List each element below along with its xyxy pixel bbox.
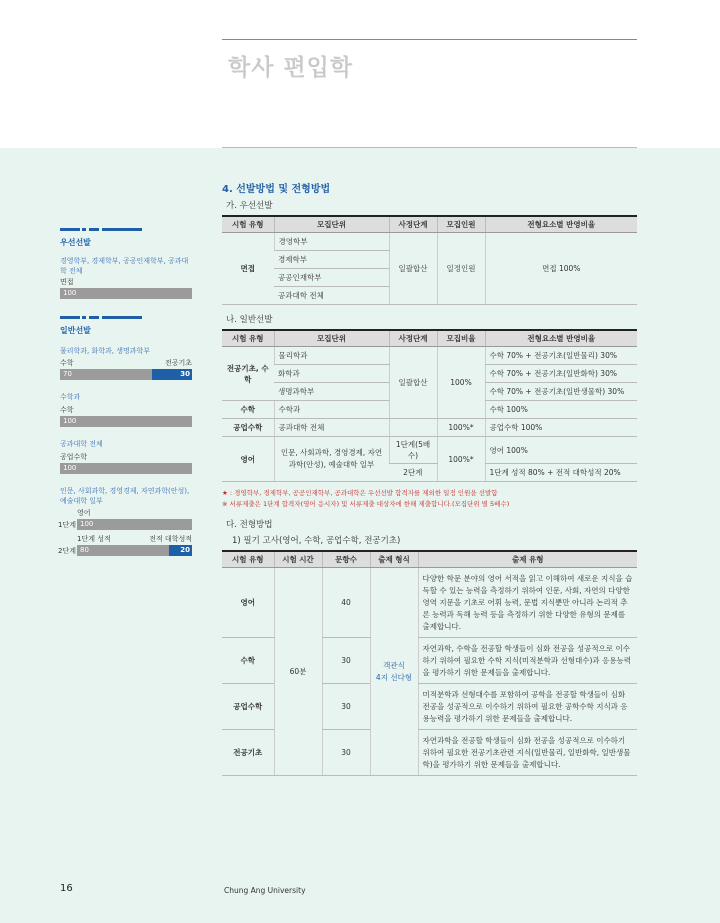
bar-value: 100 [63,464,77,472]
cell-type: 전공기초, 수학 [222,347,274,401]
col-header: 문항수 [322,551,370,568]
table-header [222,330,637,347]
col-header: 사정단계 [389,330,437,347]
footnote-star: ★ : 경영학부, 경제학부, 공공인재학부, 공과대학은 우선선발 합격자를 제외한 일정 인원을 선발함 [222,489,498,497]
table-header [222,216,637,233]
bar-value-left: 70 [63,370,72,378]
page-title: 학사 편입학 [228,55,354,81]
subheading-method: 다. 전형방법 [226,520,273,530]
cell-ratio: 면접 100% [485,233,637,305]
cell-unit: 공과대학 전체 [274,287,389,305]
cell-type: 영어 [222,437,274,482]
cell-ratio: 수학 70% + 전공기초(일반물리) 30% [485,347,637,365]
subheading-general: 나. 일반선발 [226,315,273,325]
bar-value: 100 [63,289,77,297]
section-heading: 4. 선발방법 및 전형방법 [222,184,331,195]
cell-pct: 100%* [437,419,485,437]
cell-count: 30 [322,730,370,776]
cell-desc: 다양한 학문 분야의 영어 서적을 읽고 이해하여 새로운 지식을 습득할 수 있는 능력을 측정하기 위하여 인문, 사회, 자연의 다양한 영역 지문을 기초로 어휘 능력, 문법 지식뿐만 아니라 논리적 추론 능력과 독해 능력 등을 측정하기 위한 다양한 유형의 문제를 출제합니다. [418,568,637,638]
cell-ratio: 영어 100% [485,437,637,464]
cell-stage: 1단계(5배수) [389,437,437,464]
sidebar-title: 일반선발 [60,326,91,335]
cell-format [370,568,418,776]
bar-label-left: 1단계 성적 [77,535,111,543]
unit-list: 수학과 [60,393,81,401]
footer-university: Chung Ang University [224,886,306,895]
cell-type: 면접 [222,233,274,305]
stage-label: 1단계 [58,521,76,529]
bar-label-right: 전공기초 [164,359,192,367]
cell-type: 전공기초 [222,730,274,776]
sidebar-priority [60,228,192,299]
stage-label: 2단계 [58,547,76,555]
col-header: 전형요소별 반영비율 [485,330,637,347]
bar-label: 면접 [60,278,74,286]
ratio-bar [60,416,192,427]
cell-stage: 일괄합산 [389,233,437,305]
footnote-docs: ※ 서류제출은 1단계 합격자(영어 응시자) 및 서류제출 대상자에 한해 제출합니다.(모집단위 별 5배수) [222,500,510,508]
col-header: 출제 유형 [418,551,637,568]
bar-label: 영어 [77,509,91,517]
top-rule [222,39,637,40]
bar-value: 100 [63,417,77,425]
section-stripe [60,228,192,231]
cell-unit: 경제학부 [274,251,389,269]
col-header: 시험 유형 [222,216,274,233]
cell-stage: 2단계 [389,464,437,482]
bar-labels [60,534,192,544]
general-table [222,329,637,482]
cell-unit: 물리학과 [274,347,389,365]
bar-label-right: 전적 대학성적 [149,535,192,543]
table-row [222,233,637,251]
bar-value-right: 20 [169,545,192,556]
bar-value-left: 80 [80,546,89,554]
unit-list: 물리학과, 화학과, 생명과학부 [60,347,151,355]
cell-stage [389,419,437,437]
table-header [222,551,637,568]
cell-type: 수학 [222,638,274,684]
col-header: 모집인원 [437,216,485,233]
unit-list: 경영학부, 경제학부, 공공인재학부, 공과대학 전체 [60,257,189,275]
bar-labels [60,358,192,368]
col-header: 모집비율 [437,330,485,347]
cell-count: 일정인원 [437,233,485,305]
subheading-written-exam: 1) 필기 고사(영어, 수학, 공업수학, 전공기초) [232,536,401,546]
col-header: 출제 형식 [370,551,418,568]
format-line: 4지 선다형 [375,672,413,682]
col-header: 사정단계 [389,216,437,233]
cell-unit: 화학과 [274,365,389,383]
bar-label-left: 수학 [60,359,74,367]
cell-pct: 100%* [437,437,485,482]
ratio-bar [60,369,192,380]
cell-unit: 생명과학부 [274,383,389,401]
cell-count: 30 [322,684,370,730]
stage2-row [60,545,192,556]
main-content [222,180,637,776]
col-header: 시험 유형 [222,551,274,568]
col-header: 전형요소별 반영비율 [485,216,637,233]
cell-type: 수학 [222,401,274,419]
cell-pct: 100% [437,347,485,419]
table-row [222,568,637,638]
bar-value-right: 30 [152,369,192,380]
ratio-bar [77,519,192,530]
cell-desc: 자연과학, 수학을 전공할 학생들이 심화 전공을 성공적으로 이수하기 위하여 필요한 수학 지식(미적분학과 선형대수)과 응용능력을 평가하기 위한 문제들을 출제합니다. [418,638,637,684]
cell-unit: 수학과 [274,401,389,419]
cell-ratio: 수학 70% + 전공기초(일반화학) 30% [485,365,637,383]
unit-list: 인문, 사회과학, 경영경제, 자연과학(안성), 예술대학 일부 [60,487,190,505]
table-row [222,437,637,464]
cell-unit: 인문, 사회과학, 경영경제, 자연과학(안성), 예술대학 일부 [274,437,389,482]
cell-ratio: 수학 70% + 전공기초(일반생물학) 30% [485,383,637,401]
table-row [222,419,637,437]
col-header: 시험 유형 [222,330,274,347]
col-header: 모집단위 [274,330,389,347]
stage1-row [60,519,192,530]
header-area [0,0,720,148]
sidebar-title: 우선선발 [60,238,91,247]
cell-type: 공업수학 [222,419,274,437]
cell-stage: 일괄합산 [389,347,437,419]
section-stripe [60,316,192,319]
ratio-bar [77,545,192,556]
bar-label: 공업수학 [60,453,88,461]
format-line: 객관식 [383,660,405,670]
cell-time: 60분 [274,568,322,776]
cell-count: 40 [322,568,370,638]
col-header: 모집단위 [274,216,389,233]
priority-table [222,215,637,305]
cell-type: 영어 [222,568,274,638]
page-number: 16 [60,883,73,894]
cell-ratio: 1단계 성적 80% + 전적 대학성적 20% [485,464,637,482]
table-row [222,347,637,365]
cell-ratio: 수학 100% [485,401,637,419]
cell-unit: 공공인재학부 [274,269,389,287]
cell-unit: 경영학부 [274,233,389,251]
subheading-priority: 가. 우선선발 [226,201,273,211]
ratio-bar [60,463,192,474]
col-header: 시험 시간 [274,551,322,568]
exam-table [222,550,637,776]
ratio-bar [60,288,192,299]
cell-unit: 공과대학 전체 [274,419,389,437]
cell-ratio: 공업수학 100% [485,419,637,437]
cell-type: 공업수학 [222,684,274,730]
sidebar-general [60,316,192,556]
cell-count: 30 [322,638,370,684]
bar-label: 수학 [60,406,74,414]
bar-value: 100 [80,520,94,528]
cell-desc: 자연과학을 전공할 학생들이 심화 전공을 성공적으로 이수하기 위하여 필요한 전공기초관련 지식(일반물리, 일반화학, 일반생물학)을 평가하기 위한 문제들을 출제합니다. [418,730,637,776]
mid-rule [222,147,637,148]
unit-list: 공과대학 전체 [60,440,103,448]
cell-desc: 미적분학과 선형대수를 포함하여 공학을 전공할 학생들이 심화 전공을 성공적으로 이수하기 위하여 필요한 공학수학 지식과 응용능력을 평가하기 위한 문제들을 출제합니다. [418,684,637,730]
